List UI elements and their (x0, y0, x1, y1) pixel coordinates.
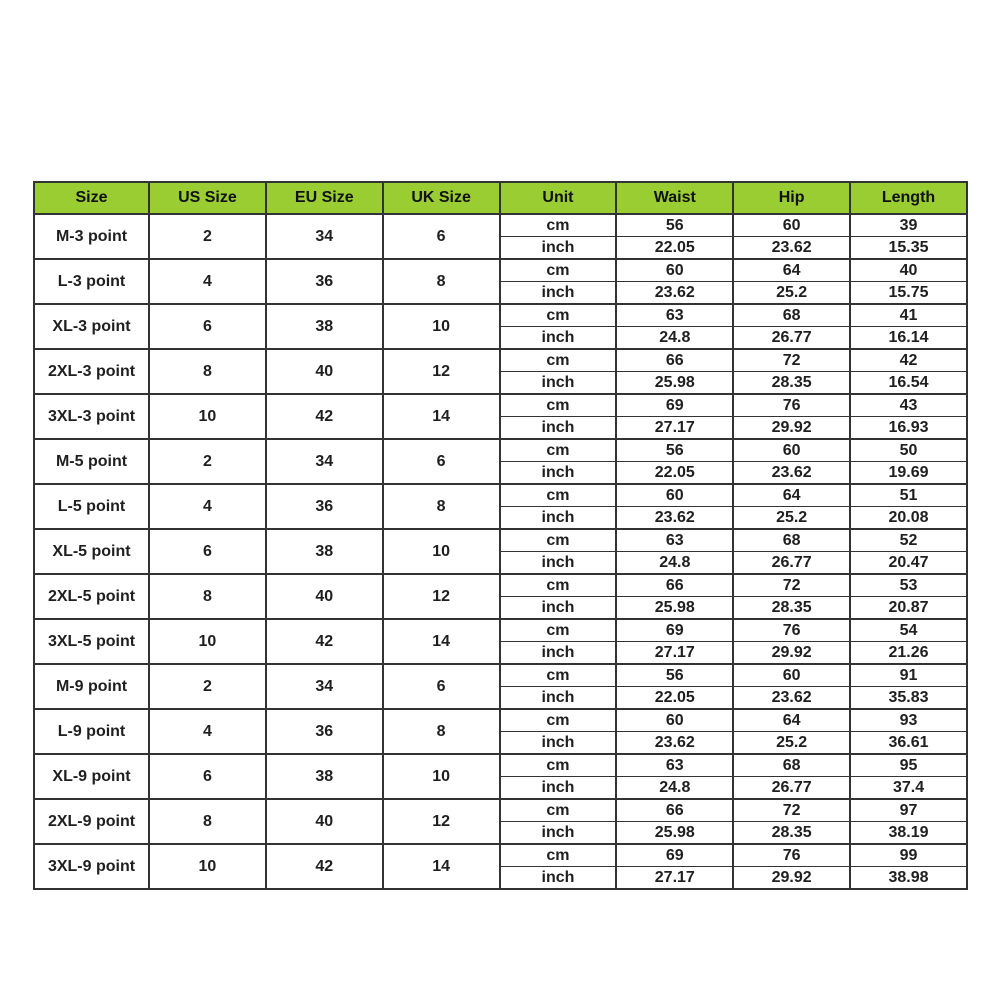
waist-cell: 27.17 (616, 642, 733, 665)
hip-cell: 29.92 (733, 867, 850, 890)
waist-cell: 24.8 (616, 327, 733, 350)
hip-cell: 25.2 (733, 507, 850, 530)
size-row-cm (34, 484, 967, 507)
us-size-cell: 8 (149, 799, 266, 844)
length-cell: 38.98 (850, 867, 967, 890)
size-row-cm (34, 799, 967, 822)
hip-cell: 23.62 (733, 462, 850, 485)
unit-cell: inch (500, 327, 617, 350)
waist-cell: 63 (616, 304, 733, 327)
waist-cell: 27.17 (616, 867, 733, 890)
us-size-cell: 10 (149, 619, 266, 664)
hip-cell: 68 (733, 304, 850, 327)
waist-cell: 69 (616, 619, 733, 642)
uk-size-cell: 6 (383, 214, 500, 259)
unit-cell: cm (500, 304, 617, 327)
header-hip: Hip (733, 182, 850, 214)
uk-size-cell: 14 (383, 394, 500, 439)
us-size-cell: 8 (149, 349, 266, 394)
hip-cell: 72 (733, 574, 850, 597)
unit-cell: cm (500, 844, 617, 867)
length-cell: 53 (850, 574, 967, 597)
header-waist: Waist (616, 182, 733, 214)
size-chart (33, 181, 968, 890)
hip-cell: 28.35 (733, 372, 850, 395)
hip-cell: 28.35 (733, 597, 850, 620)
waist-cell: 27.17 (616, 417, 733, 440)
size-row-cm (34, 304, 967, 327)
size-row-cm (34, 844, 967, 867)
hip-cell: 76 (733, 394, 850, 417)
uk-size-cell: 12 (383, 574, 500, 619)
eu-size-cell: 38 (266, 304, 383, 349)
uk-size-cell: 14 (383, 844, 500, 889)
unit-cell: cm (500, 529, 617, 552)
us-size-cell: 10 (149, 844, 266, 889)
unit-cell: inch (500, 462, 617, 485)
hip-cell: 23.62 (733, 237, 850, 260)
length-cell: 16.54 (850, 372, 967, 395)
hip-cell: 26.77 (733, 777, 850, 800)
header-us-size: US Size (149, 182, 266, 214)
unit-cell: inch (500, 867, 617, 890)
size-row-cm (34, 214, 967, 237)
length-cell: 20.08 (850, 507, 967, 530)
size-cell: L-3 point (34, 259, 149, 304)
unit-cell: inch (500, 507, 617, 530)
hip-cell: 64 (733, 259, 850, 282)
hip-cell: 25.2 (733, 282, 850, 305)
size-row-cm (34, 664, 967, 687)
eu-size-cell: 38 (266, 529, 383, 574)
length-cell: 95 (850, 754, 967, 777)
length-cell: 38.19 (850, 822, 967, 845)
eu-size-cell: 42 (266, 394, 383, 439)
length-cell: 97 (850, 799, 967, 822)
us-size-cell: 4 (149, 709, 266, 754)
waist-cell: 66 (616, 574, 733, 597)
hip-cell: 64 (733, 484, 850, 507)
us-size-cell: 8 (149, 574, 266, 619)
waist-cell: 25.98 (616, 372, 733, 395)
size-row-cm (34, 349, 967, 372)
unit-cell: inch (500, 417, 617, 440)
size-chart-table (33, 181, 968, 890)
size-cell: 3XL-5 point (34, 619, 149, 664)
length-cell: 20.87 (850, 597, 967, 620)
us-size-cell: 10 (149, 394, 266, 439)
unit-cell: cm (500, 439, 617, 462)
length-cell: 91 (850, 664, 967, 687)
size-cell: M-9 point (34, 664, 149, 709)
eu-size-cell: 36 (266, 484, 383, 529)
waist-cell: 22.05 (616, 237, 733, 260)
hip-cell: 26.77 (733, 327, 850, 350)
size-row-cm (34, 754, 967, 777)
size-cell: L-5 point (34, 484, 149, 529)
size-row-cm (34, 439, 967, 462)
hip-cell: 29.92 (733, 417, 850, 440)
eu-size-cell: 38 (266, 754, 383, 799)
uk-size-cell: 10 (383, 754, 500, 799)
unit-cell: inch (500, 372, 617, 395)
length-cell: 99 (850, 844, 967, 867)
size-row-cm (34, 259, 967, 282)
hip-cell: 68 (733, 754, 850, 777)
unit-cell: cm (500, 259, 617, 282)
eu-size-cell: 34 (266, 439, 383, 484)
waist-cell: 25.98 (616, 822, 733, 845)
length-cell: 20.47 (850, 552, 967, 575)
hip-cell: 25.2 (733, 732, 850, 755)
hip-cell: 72 (733, 349, 850, 372)
eu-size-cell: 34 (266, 214, 383, 259)
unit-cell: cm (500, 484, 617, 507)
eu-size-cell: 42 (266, 844, 383, 889)
unit-cell: cm (500, 574, 617, 597)
uk-size-cell: 10 (383, 529, 500, 574)
size-cell: 2XL-5 point (34, 574, 149, 619)
size-cell: 2XL-3 point (34, 349, 149, 394)
size-row-cm (34, 529, 967, 552)
us-size-cell: 6 (149, 754, 266, 799)
us-size-cell: 2 (149, 439, 266, 484)
waist-cell: 22.05 (616, 687, 733, 710)
size-row-cm (34, 394, 967, 417)
length-cell: 52 (850, 529, 967, 552)
size-cell: 2XL-9 point (34, 799, 149, 844)
unit-cell: cm (500, 799, 617, 822)
uk-size-cell: 14 (383, 619, 500, 664)
waist-cell: 69 (616, 394, 733, 417)
unit-cell: cm (500, 709, 617, 732)
header-uk-size: UK Size (383, 182, 500, 214)
size-cell: XL-3 point (34, 304, 149, 349)
unit-cell: inch (500, 822, 617, 845)
size-cell: M-3 point (34, 214, 149, 259)
waist-cell: 66 (616, 349, 733, 372)
length-cell: 39 (850, 214, 967, 237)
unit-cell: cm (500, 394, 617, 417)
uk-size-cell: 12 (383, 349, 500, 394)
unit-cell: cm (500, 754, 617, 777)
waist-cell: 56 (616, 664, 733, 687)
unit-cell: inch (500, 642, 617, 665)
waist-cell: 60 (616, 484, 733, 507)
waist-cell: 56 (616, 439, 733, 462)
size-cell: 3XL-9 point (34, 844, 149, 889)
eu-size-cell: 34 (266, 664, 383, 709)
uk-size-cell: 12 (383, 799, 500, 844)
hip-cell: 60 (733, 439, 850, 462)
hip-cell: 23.62 (733, 687, 850, 710)
eu-size-cell: 42 (266, 619, 383, 664)
us-size-cell: 2 (149, 214, 266, 259)
size-row-cm (34, 574, 967, 597)
us-size-cell: 6 (149, 529, 266, 574)
unit-cell: inch (500, 687, 617, 710)
eu-size-cell: 40 (266, 574, 383, 619)
us-size-cell: 2 (149, 664, 266, 709)
hip-cell: 64 (733, 709, 850, 732)
header-eu-size: EU Size (266, 182, 383, 214)
length-cell: 41 (850, 304, 967, 327)
hip-cell: 72 (733, 799, 850, 822)
header-length: Length (850, 182, 967, 214)
length-cell: 40 (850, 259, 967, 282)
us-size-cell: 4 (149, 484, 266, 529)
waist-cell: 63 (616, 754, 733, 777)
hip-cell: 29.92 (733, 642, 850, 665)
header-size: Size (34, 182, 149, 214)
hip-cell: 60 (733, 664, 850, 687)
size-cell: M-5 point (34, 439, 149, 484)
length-cell: 16.93 (850, 417, 967, 440)
size-cell: XL-5 point (34, 529, 149, 574)
size-cell: 3XL-3 point (34, 394, 149, 439)
waist-cell: 60 (616, 259, 733, 282)
size-row-cm (34, 709, 967, 732)
waist-cell: 60 (616, 709, 733, 732)
us-size-cell: 6 (149, 304, 266, 349)
waist-cell: 66 (616, 799, 733, 822)
length-cell: 42 (850, 349, 967, 372)
waist-cell: 24.8 (616, 777, 733, 800)
uk-size-cell: 8 (383, 259, 500, 304)
length-cell: 15.75 (850, 282, 967, 305)
uk-size-cell: 10 (383, 304, 500, 349)
unit-cell: inch (500, 552, 617, 575)
eu-size-cell: 36 (266, 709, 383, 754)
length-cell: 51 (850, 484, 967, 507)
waist-cell: 23.62 (616, 507, 733, 530)
length-cell: 54 (850, 619, 967, 642)
length-cell: 37.4 (850, 777, 967, 800)
waist-cell: 23.62 (616, 282, 733, 305)
waist-cell: 23.62 (616, 732, 733, 755)
hip-cell: 26.77 (733, 552, 850, 575)
waist-cell: 25.98 (616, 597, 733, 620)
hip-cell: 28.35 (733, 822, 850, 845)
waist-cell: 56 (616, 214, 733, 237)
unit-cell: inch (500, 237, 617, 260)
length-cell: 21.26 (850, 642, 967, 665)
unit-cell: inch (500, 597, 617, 620)
waist-cell: 69 (616, 844, 733, 867)
size-cell: L-9 point (34, 709, 149, 754)
waist-cell: 24.8 (616, 552, 733, 575)
length-cell: 16.14 (850, 327, 967, 350)
unit-cell: cm (500, 349, 617, 372)
header-row (34, 182, 967, 214)
length-cell: 50 (850, 439, 967, 462)
unit-cell: cm (500, 214, 617, 237)
length-cell: 36.61 (850, 732, 967, 755)
header-unit: Unit (500, 182, 617, 214)
hip-cell: 76 (733, 619, 850, 642)
unit-cell: cm (500, 664, 617, 687)
length-cell: 43 (850, 394, 967, 417)
waist-cell: 63 (616, 529, 733, 552)
us-size-cell: 4 (149, 259, 266, 304)
length-cell: 15.35 (850, 237, 967, 260)
uk-size-cell: 6 (383, 664, 500, 709)
size-row-cm (34, 619, 967, 642)
unit-cell: inch (500, 282, 617, 305)
eu-size-cell: 36 (266, 259, 383, 304)
uk-size-cell: 6 (383, 439, 500, 484)
waist-cell: 22.05 (616, 462, 733, 485)
eu-size-cell: 40 (266, 799, 383, 844)
hip-cell: 60 (733, 214, 850, 237)
eu-size-cell: 40 (266, 349, 383, 394)
uk-size-cell: 8 (383, 484, 500, 529)
length-cell: 93 (850, 709, 967, 732)
hip-cell: 76 (733, 844, 850, 867)
hip-cell: 68 (733, 529, 850, 552)
uk-size-cell: 8 (383, 709, 500, 754)
length-cell: 35.83 (850, 687, 967, 710)
unit-cell: cm (500, 619, 617, 642)
unit-cell: inch (500, 777, 617, 800)
length-cell: 19.69 (850, 462, 967, 485)
size-cell: XL-9 point (34, 754, 149, 799)
unit-cell: inch (500, 732, 617, 755)
